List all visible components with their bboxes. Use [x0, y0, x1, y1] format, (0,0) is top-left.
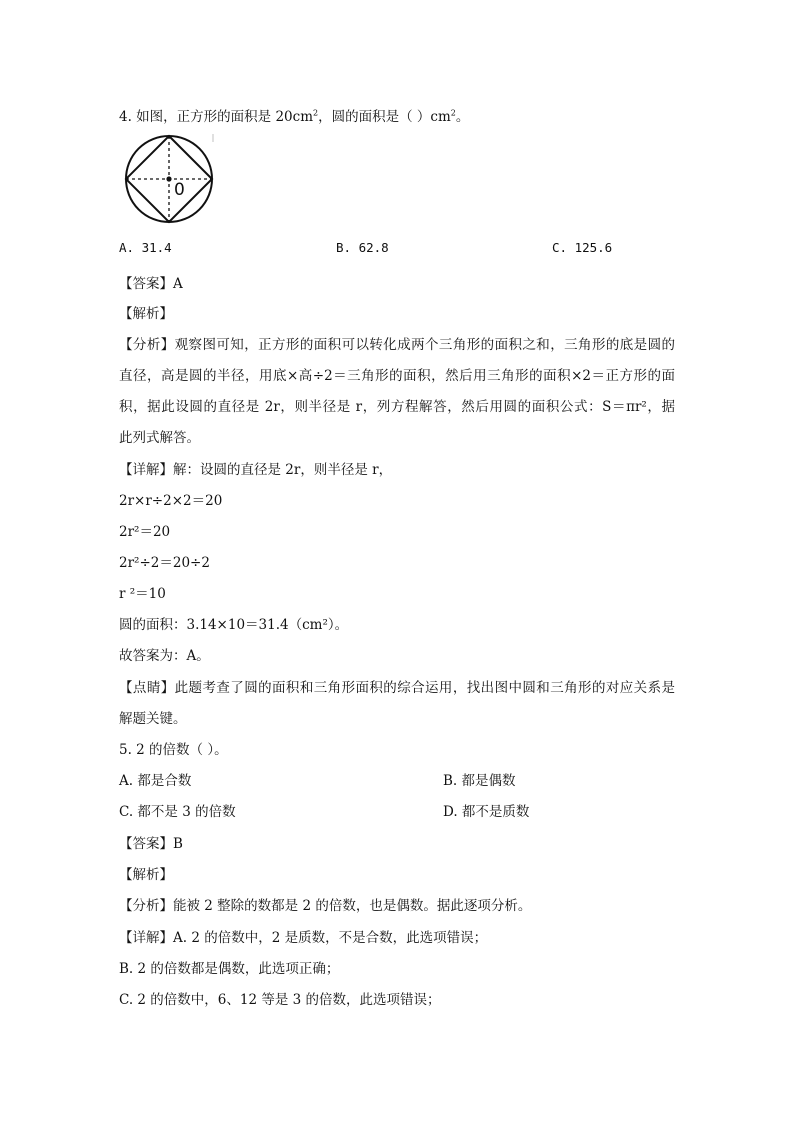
q4-stem-sup1: 2	[313, 108, 319, 118]
q4-comment-line-1: 【点睛】此题考查了圆的面积和三角形面积的综合运用，找出图中圆和三角形的对应关系是	[119, 680, 675, 696]
q4-analysis-line-2: 直径，高是圆的半径，用底×高÷2＝三角形的面积，然后用三角形的面积×2＝正方形的面	[119, 368, 675, 384]
q5-option-a: A. 都是合数	[119, 773, 192, 789]
q4-detail-line-7: 故答案为：A。	[119, 648, 210, 664]
q5-option-c: C. 都不是 3 的倍数	[119, 804, 236, 820]
q4-stem-part1: 4. 如图，正方形的面积是 20cm	[119, 109, 314, 125]
q5-analysis-title: 【解析】	[119, 867, 173, 883]
q4-stem	[119, 105, 469, 125]
figure-center-label: 0	[174, 180, 185, 200]
q4-analysis-line-3: 积，据此设圆的直径是 2r，则半径是 r，列方程解答，然后用圆的面积公式：S＝πr²，据	[119, 399, 675, 415]
q4-detail-line-5: r ²＝10	[119, 586, 166, 602]
q4-option-b: B. 62.8	[336, 240, 389, 255]
q4-stem-end: 。	[455, 109, 470, 125]
q4-comment-line-2: 解题关键。	[119, 711, 187, 727]
q5-option-d: D. 都不是质数	[443, 804, 530, 820]
figure-center-point	[166, 176, 171, 181]
q5-stem: 5. 2 的倍数（ ）。	[119, 742, 228, 758]
q4-analysis-title: 【解析】	[119, 306, 173, 322]
circle-square-figure	[124, 134, 219, 226]
q4-option-c: C. 125.6	[552, 240, 613, 255]
q5-detail-line-3: C. 2 的倍数中，6、12 等是 3 的倍数，此选项错误；	[119, 992, 441, 1008]
q5-detail-line-1: 【详解】A. 2 的倍数中，2 是质数，不是合数，此选项错误；	[119, 930, 488, 946]
q4-detail-line-4: 2r²÷2＝20÷2	[119, 555, 210, 571]
q4-option-a: A. 31.4	[119, 240, 172, 255]
q5-answer: 【答案】B	[119, 836, 183, 852]
q5-analysis-line: 【分析】能被 2 整除的数都是 2 的倍数，也是偶数。据此逐项分析。	[119, 898, 532, 914]
q4-stem-sup2: 2	[450, 108, 456, 118]
q4-detail-line-1: 【详解】解：设圆的直径是 2r，则半径是 r，	[119, 462, 393, 478]
q4-detail-line-3: 2r²＝20	[119, 524, 171, 540]
q4-stem-part2: ，圆的面积是（ ）cm	[318, 109, 451, 125]
q4-answer: 【答案】A	[119, 276, 183, 292]
q4-detail-line-2: 2r×r÷2×2＝20	[119, 493, 223, 509]
q5-detail-line-2: B. 2 的倍数都是偶数，此选项正确；	[119, 961, 340, 977]
q4-analysis-line-4: 此列式解答。	[119, 430, 200, 446]
q4-detail-line-6: 圆的面积：3.14×10＝31.4（cm²）。	[119, 617, 349, 633]
q4-analysis-line-1: 【分析】观察图可知，正方形的面积可以转化成两个三角形的面积之和，三角形的底是圆的	[119, 337, 675, 353]
q5-option-b: B. 都是偶数	[443, 773, 516, 789]
